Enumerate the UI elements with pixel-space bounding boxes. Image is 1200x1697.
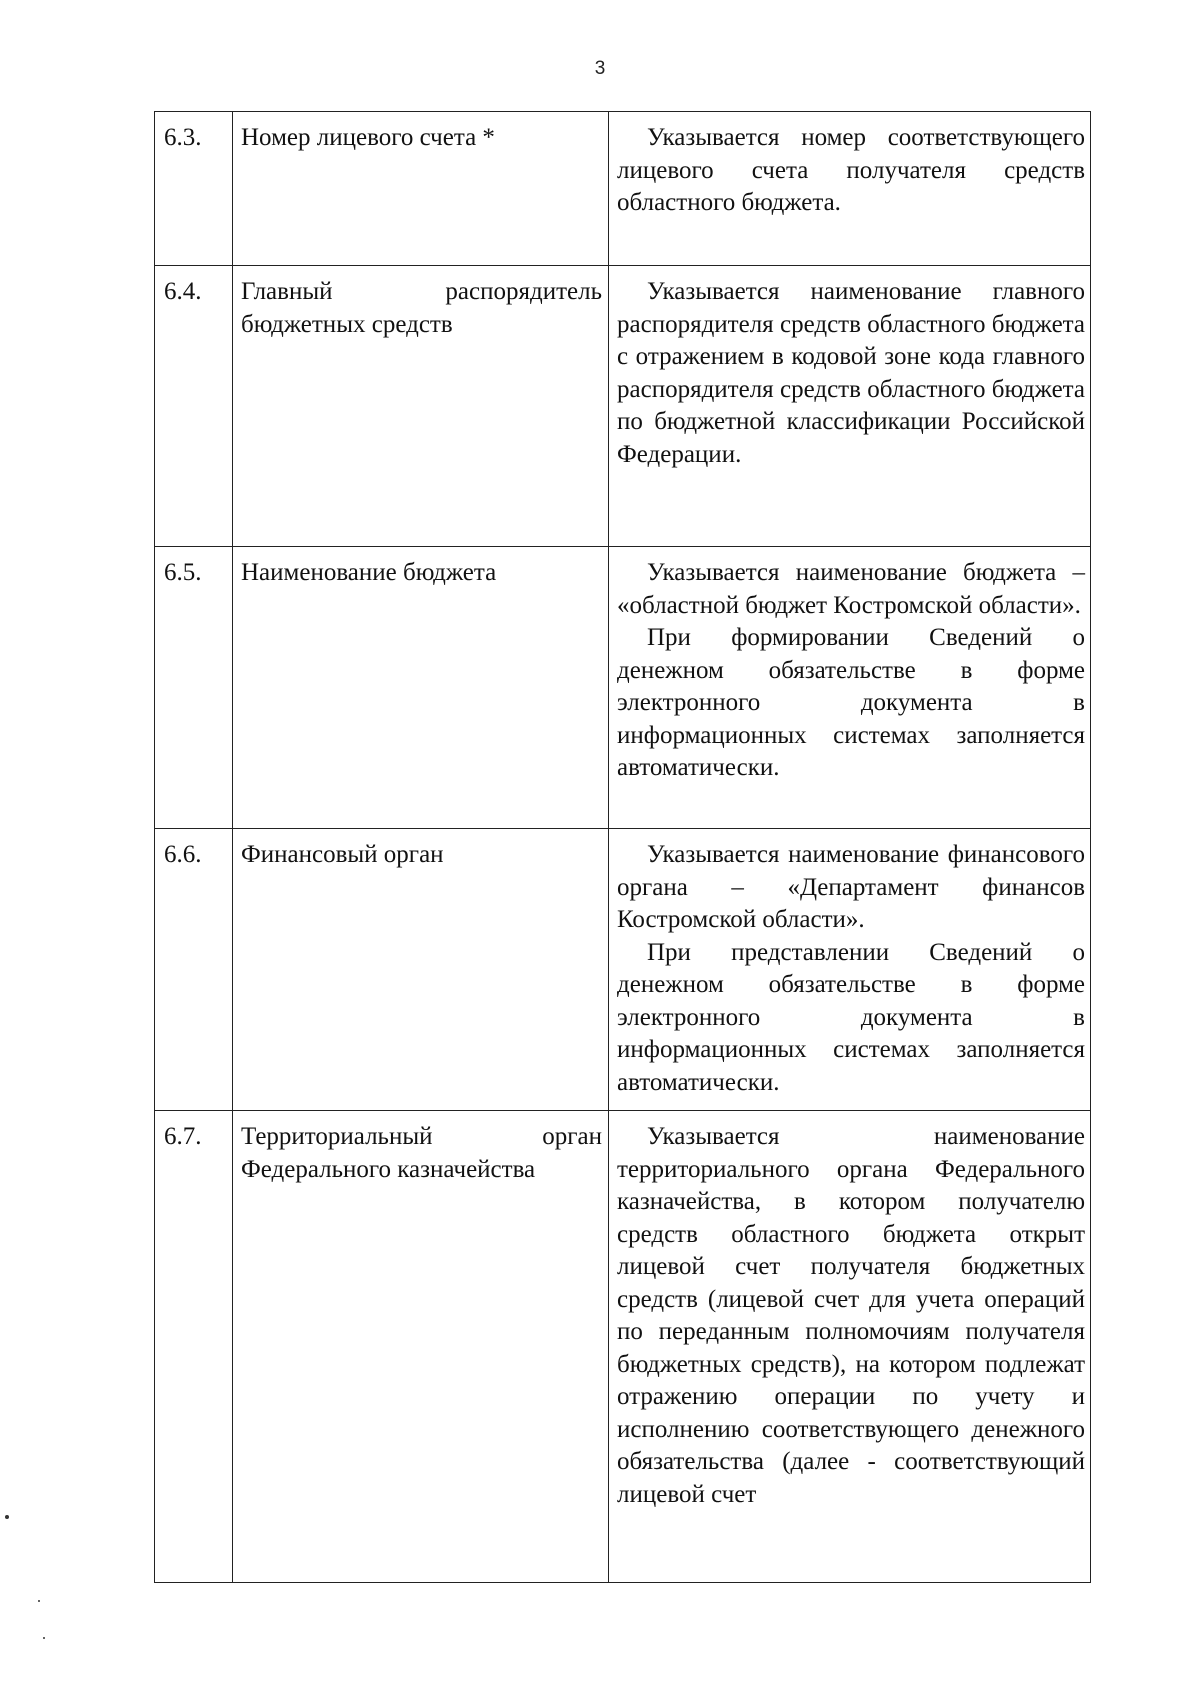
scan-speck (38, 1600, 40, 1602)
description-paragraph: Указывается наименование финансового органа – «Департамент финансов Костромской области». (617, 841, 1085, 933)
requisites-table (154, 111, 1091, 1583)
description-paragraph: При представлении Сведений о денежном обязательстве в форме электронного документа в информационных системах заполняется автоматически. (617, 938, 1085, 1096)
page-number: 3 (594, 58, 606, 79)
field-description (609, 112, 1091, 266)
scan-speck (43, 1637, 45, 1639)
field-description (609, 266, 1091, 547)
description-paragraph: При формировании Сведений о денежном обязательстве в форме электронного документа в информационных системах заполняется автоматически. (617, 624, 1085, 781)
field-name: Финансовый орган (233, 829, 609, 1111)
table-row (155, 829, 1091, 1111)
field-name: Территориальный орган Федерального казначейства (233, 1111, 609, 1583)
description-paragraph: Указывается наименование главного распорядителя средств областного бюджета с отражением в кодовой зоне кода главного распорядителя средств областного бюджета по бюджетной классификации Российской Федерации. (617, 278, 1085, 468)
field-description (609, 1111, 1091, 1583)
row-number: 6.7. (155, 1111, 233, 1583)
row-number: 6.3. (155, 112, 233, 266)
field-name: Главный распорядитель бюджетных средств (233, 266, 609, 547)
row-number: 6.4. (155, 266, 233, 547)
field-name: Наименование бюджета (233, 547, 609, 829)
description-paragraph: Указывается наименование бюджета – «областной бюджет Костромской области». (617, 559, 1085, 619)
table-row (155, 266, 1091, 547)
row-number: 6.6. (155, 829, 233, 1111)
table-row (155, 1111, 1091, 1583)
scan-speck (5, 1515, 9, 1519)
field-name: Номер лицевого счета * (233, 112, 609, 266)
description-paragraph: Указывается номер соответствующего лицевого счета получателя средств областного бюджета. (617, 124, 1085, 216)
table-row (155, 112, 1091, 266)
row-number: 6.5. (155, 547, 233, 829)
field-description (609, 829, 1091, 1111)
field-description (609, 547, 1091, 829)
table-row (155, 547, 1091, 829)
description-paragraph: Указывается наименование территориального органа Федерального казначейства, в котором получателю средств областного бюджета открыт лицевой счет получателя бюджетных средств (лицевой счет для учета операций по переданным полномочиям получателя бюджетных средств), на котором подлежат отражению операции по учету и исполнению соответствующего денежного обязательства (далее - соответствующий лицевой счет (617, 1123, 1085, 1508)
